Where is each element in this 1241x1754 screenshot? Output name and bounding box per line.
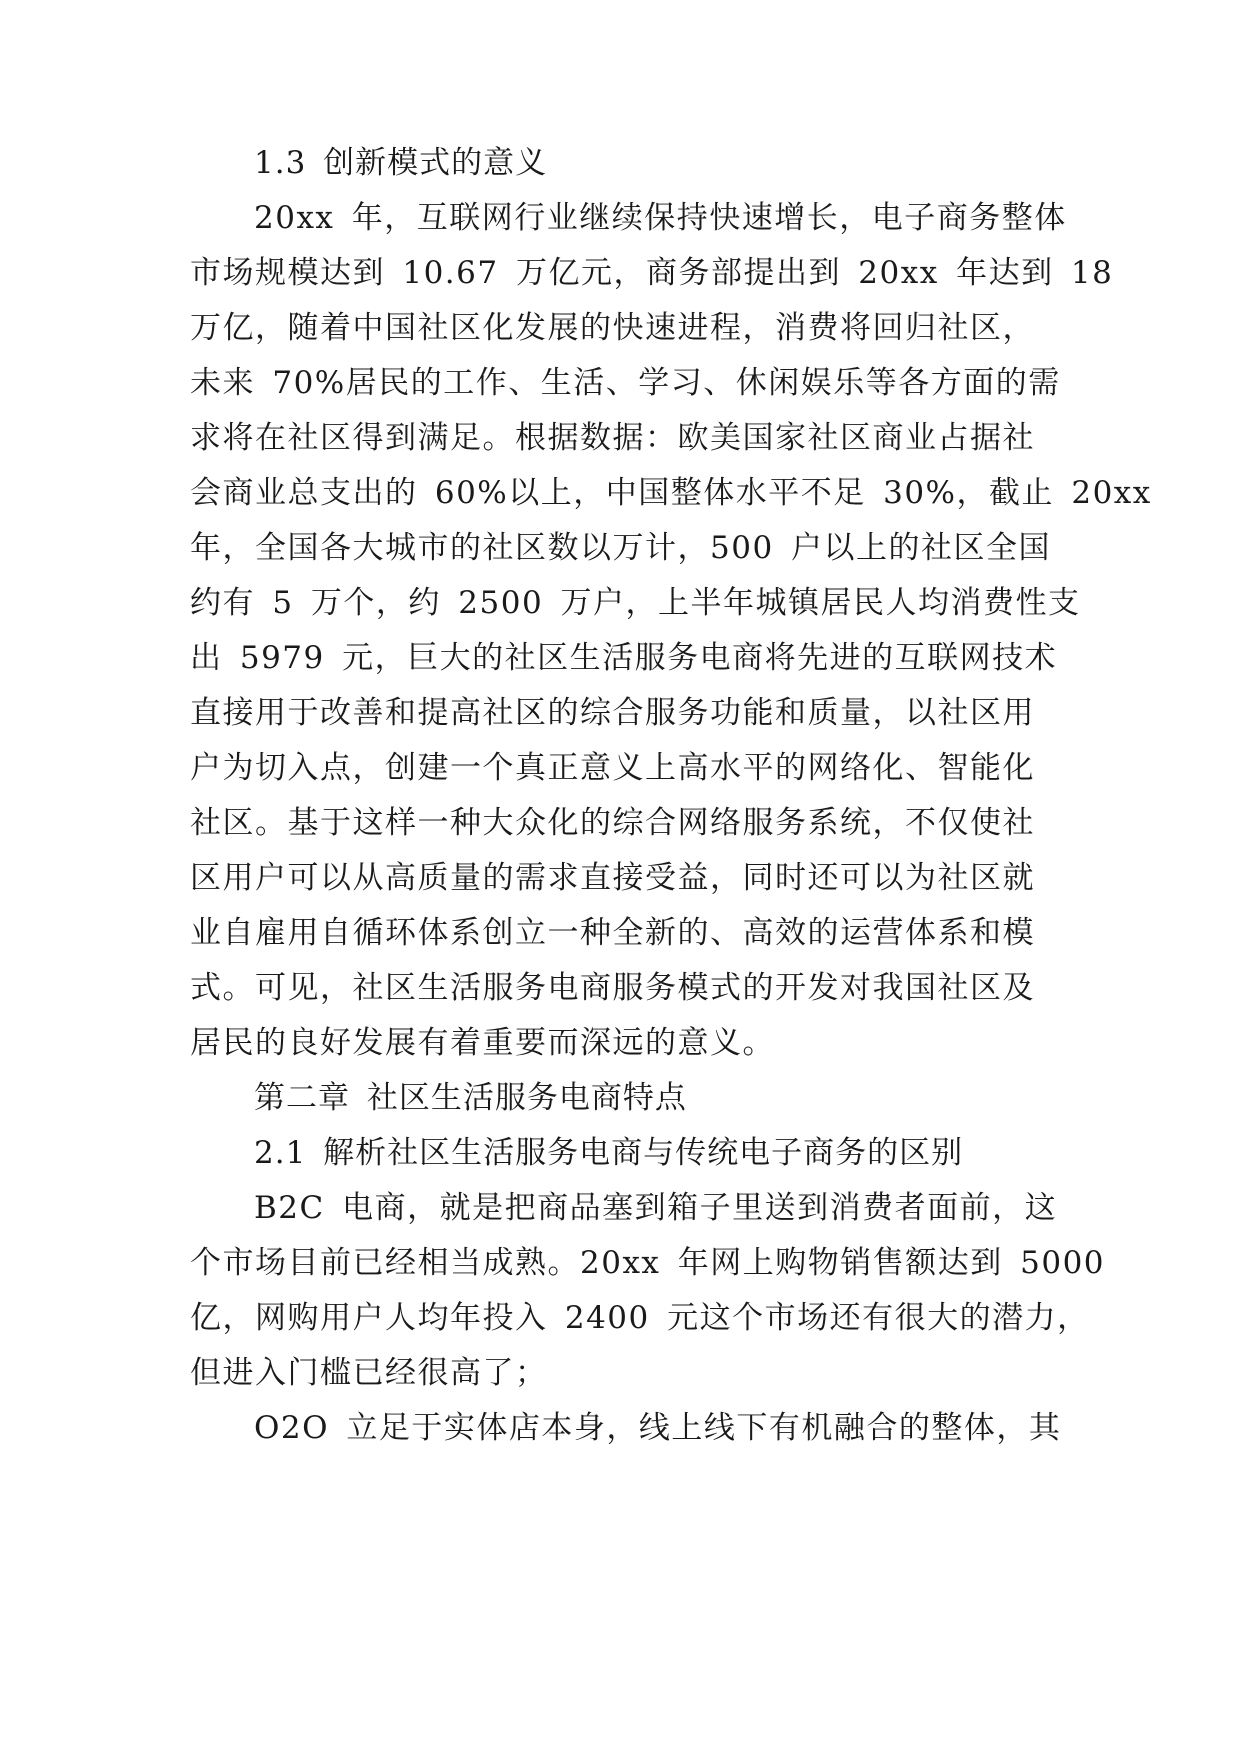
paragraph-line: 直接用于改善和提高社区的综合服务功能和质量，以社区用 <box>190 695 1035 731</box>
paragraph-line: 社区。基于这样一种大众化的综合网络服务系统，不仅使社 <box>190 805 1035 841</box>
paragraph-line: 亿，网购用户人均年投入 2400 元这个市场还有很大的潜力， <box>190 1300 1090 1336</box>
paragraph-line: 式。可见，社区生活服务电商服务模式的开发对我国社区及 <box>190 970 1035 1006</box>
paragraph-line: 出 5979 元，巨大的社区生活服务电商将先进的互联网技术 <box>190 640 1058 676</box>
paragraph-line: 但进入门槛已经很高了； <box>190 1355 548 1391</box>
paragraph-line: O2O 立足于实体店本身，线上线下有机融合的整体，其 <box>254 1410 1062 1446</box>
paragraph-line: 业自雇用自循环体系创立一种全新的、高效的运营体系和模 <box>190 915 1035 951</box>
paragraph-line: 20xx 年，互联网行业继续保持快速增长，电子商务整体 <box>254 200 1067 236</box>
paragraph-line: 约有 5 万个，约 2500 万户，上半年城镇居民人均消费性支 <box>190 585 1081 621</box>
paragraph-line: 求将在社区得到满足。根据数据：欧美国家社区商业占据社 <box>190 420 1035 456</box>
paragraph-line: 会商业总支出的 60%以上，中国整体水平不足 30%，截止 20xx <box>190 475 1152 511</box>
paragraph-line: 户为切入点，创建一个真正意义上高水平的网络化、智能化 <box>190 750 1035 786</box>
paragraph-line: 未来 70%居民的工作、生活、学习、休闲娱乐等各方面的需 <box>190 365 1061 401</box>
paragraph-line: 万亿，随着中国社区化发展的快速进程，消费将回归社区， <box>190 310 1035 346</box>
paragraph-line: 居民的良好发展有着重要而深远的意义。 <box>190 1025 775 1061</box>
paragraph-line: 市场规模达到 10.67 万亿元，商务部提出到 20xx 年达到 18 <box>190 255 1114 291</box>
section-heading-2-1: 2.1 解析社区生活服务电商与传统电子商务的区别 <box>254 1135 964 1171</box>
paragraph-line: B2C 电商，就是把商品塞到箱子里送到消费者面前，这 <box>254 1190 1058 1226</box>
paragraph-line: 年，全国各大城市的社区数以万计，500 户以上的社区全国 <box>190 530 1052 566</box>
paragraph-line: 区用户可以从高质量的需求直接受益，同时还可以为社区就 <box>190 860 1035 896</box>
paragraph-line: 个市场目前已经相当成熟。20xx 年网上购物销售额达到 5000 <box>190 1245 1106 1281</box>
section-heading-1-3: 1.3 创新模式的意义 <box>254 145 548 181</box>
chapter-heading-2: 第二章 社区生活服务电商特点 <box>254 1080 687 1116</box>
